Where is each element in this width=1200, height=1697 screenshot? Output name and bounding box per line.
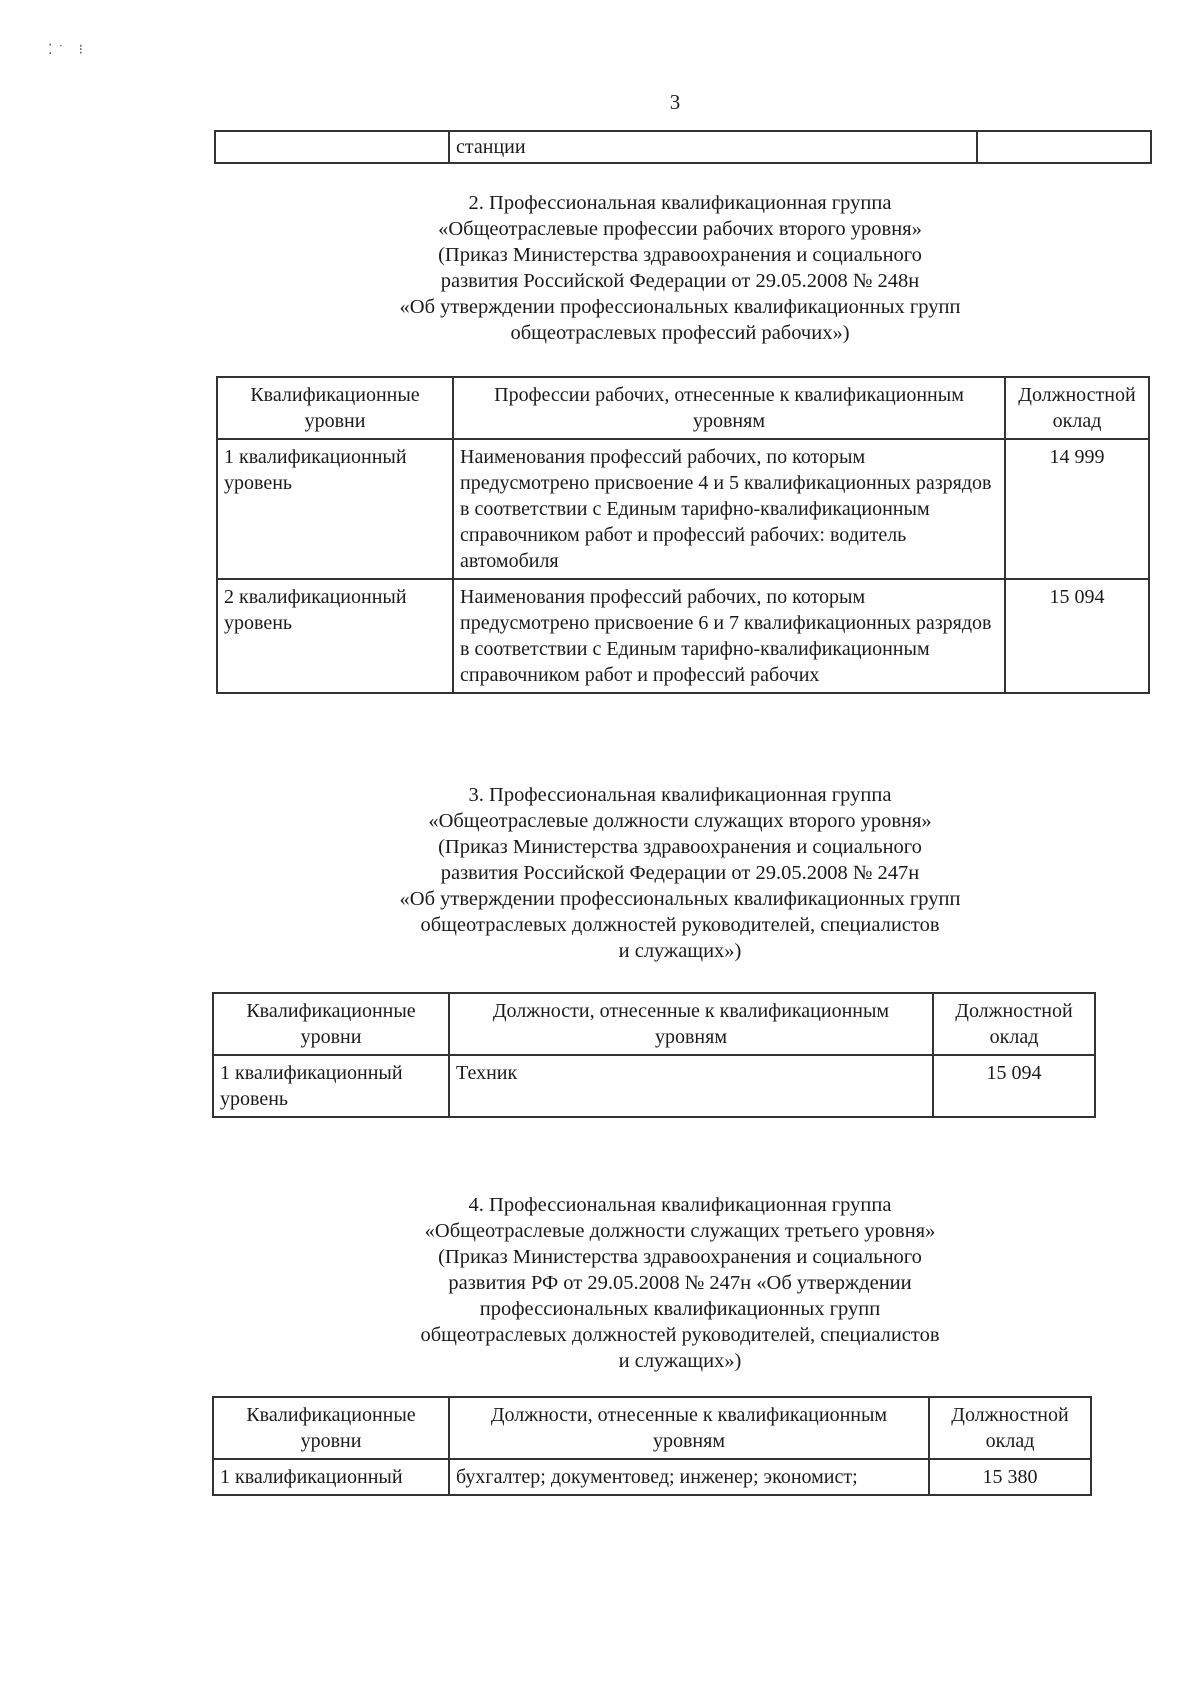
salary-cell: 15 380 — [929, 1459, 1091, 1495]
description-cell: Техник — [449, 1055, 933, 1117]
column-header: Должности, отнесенные к квалификационным уровням — [449, 1397, 929, 1459]
salary-cell: 15 094 — [1005, 579, 1149, 693]
description-cell: Наименования профессий рабочих, по которым предусмотрено присвоение 4 и 5 квалификационных разрядов в соответствии с Единым тарифно-квалификационным справочником работ и профессий рабочих: водитель автомобиля — [453, 439, 1005, 579]
page-number: 3 — [669, 90, 681, 114]
section-3-table — [212, 992, 1096, 1118]
column-header: Должностной оклад — [1005, 377, 1149, 439]
table-row — [217, 579, 1149, 693]
table-cell: станции — [449, 131, 977, 163]
level-cell: 1 квалификационный уровень — [213, 1055, 449, 1117]
heading-line: «Общеотраслевые должности служащих второго уровня» — [428, 810, 932, 832]
section-3-heading — [330, 782, 1030, 964]
level-cell: 1 квалификационный уровень — [217, 439, 453, 579]
heading-line: и служащих») — [618, 1350, 742, 1372]
heading-line: развития РФ от 29.05.2008 № 247н «Об утверждении — [448, 1272, 912, 1294]
heading-line: «Общеотраслевые должности служащих третьего уровня» — [424, 1220, 936, 1242]
heading-line: 3. Профессиональная квалификационная группа — [468, 784, 892, 806]
table-header-row — [217, 377, 1149, 439]
heading-line: развития Российской Федерации от 29.05.2008 № 248н — [440, 270, 920, 292]
heading-line: 2. Профессиональная квалификационная группа — [468, 192, 892, 214]
salary-cell: 15 094 — [933, 1055, 1095, 1117]
heading-line: (Приказ Министерства здравоохранения и социального — [438, 836, 922, 858]
heading-line: общеотраслевых должностей руководителей, специалистов — [420, 914, 940, 936]
level-cell: 1 квалификационный — [213, 1459, 449, 1495]
table-row — [217, 439, 1149, 579]
heading-line: и служащих») — [618, 940, 742, 962]
description-cell: Наименования профессий рабочих, по которым предусмотрено присвоение 6 и 7 квалификационных разрядов в соответствии с Единым тарифно-квалификационным справочником работ и профессий рабочих — [453, 579, 1005, 693]
column-header: Квалификационные уровни — [217, 377, 453, 439]
heading-line: развития Российской Федерации от 29.05.2008 № 247н — [440, 862, 920, 884]
section-4-heading — [330, 1192, 1030, 1374]
column-header: Профессии рабочих, отнесенные к квалификационным уровням — [453, 377, 1005, 439]
scan-specks: ⁚˙ ⁝ — [48, 43, 90, 58]
section-2-table — [216, 376, 1150, 694]
heading-line: (Приказ Министерства здравоохранения и социального — [438, 244, 922, 266]
heading-line: (Приказ Министерства здравоохранения и социального — [438, 1246, 922, 1268]
column-header: Квалификационные уровни — [213, 993, 449, 1055]
column-header: Должностной оклад — [929, 1397, 1091, 1459]
continuation-table — [214, 130, 1152, 164]
column-header: Должности, отнесенные к квалификационным уровням — [449, 993, 933, 1055]
heading-line: профессиональных квалификационных групп — [479, 1298, 881, 1320]
table-cell — [215, 131, 449, 163]
column-header: Квалификационные уровни — [213, 1397, 449, 1459]
heading-line: «Общеотраслевые профессии рабочих второго уровня» — [438, 218, 922, 240]
section-4-table — [212, 1396, 1092, 1496]
level-cell: 2 квалификационный уровень — [217, 579, 453, 693]
description-cell: бухгалтер; документовед; инженер; экономист; — [449, 1459, 929, 1495]
heading-line: «Об утверждении профессиональных квалификационных групп — [399, 888, 961, 910]
column-header: Должностной оклад — [933, 993, 1095, 1055]
heading-line: общеотраслевых профессий рабочих») — [510, 322, 850, 344]
table-cell — [977, 131, 1151, 163]
heading-line: 4. Профессиональная квалификационная группа — [468, 1194, 892, 1216]
table-header-row — [213, 1397, 1091, 1459]
table-row — [213, 1459, 1091, 1495]
heading-line: общеотраслевых должностей руководителей, специалистов — [420, 1324, 940, 1346]
table-row — [213, 1055, 1095, 1117]
section-2-heading — [330, 190, 1030, 346]
table-header-row — [213, 993, 1095, 1055]
heading-line: «Об утверждении профессиональных квалификационных групп — [399, 296, 961, 318]
salary-cell: 14 999 — [1005, 439, 1149, 579]
